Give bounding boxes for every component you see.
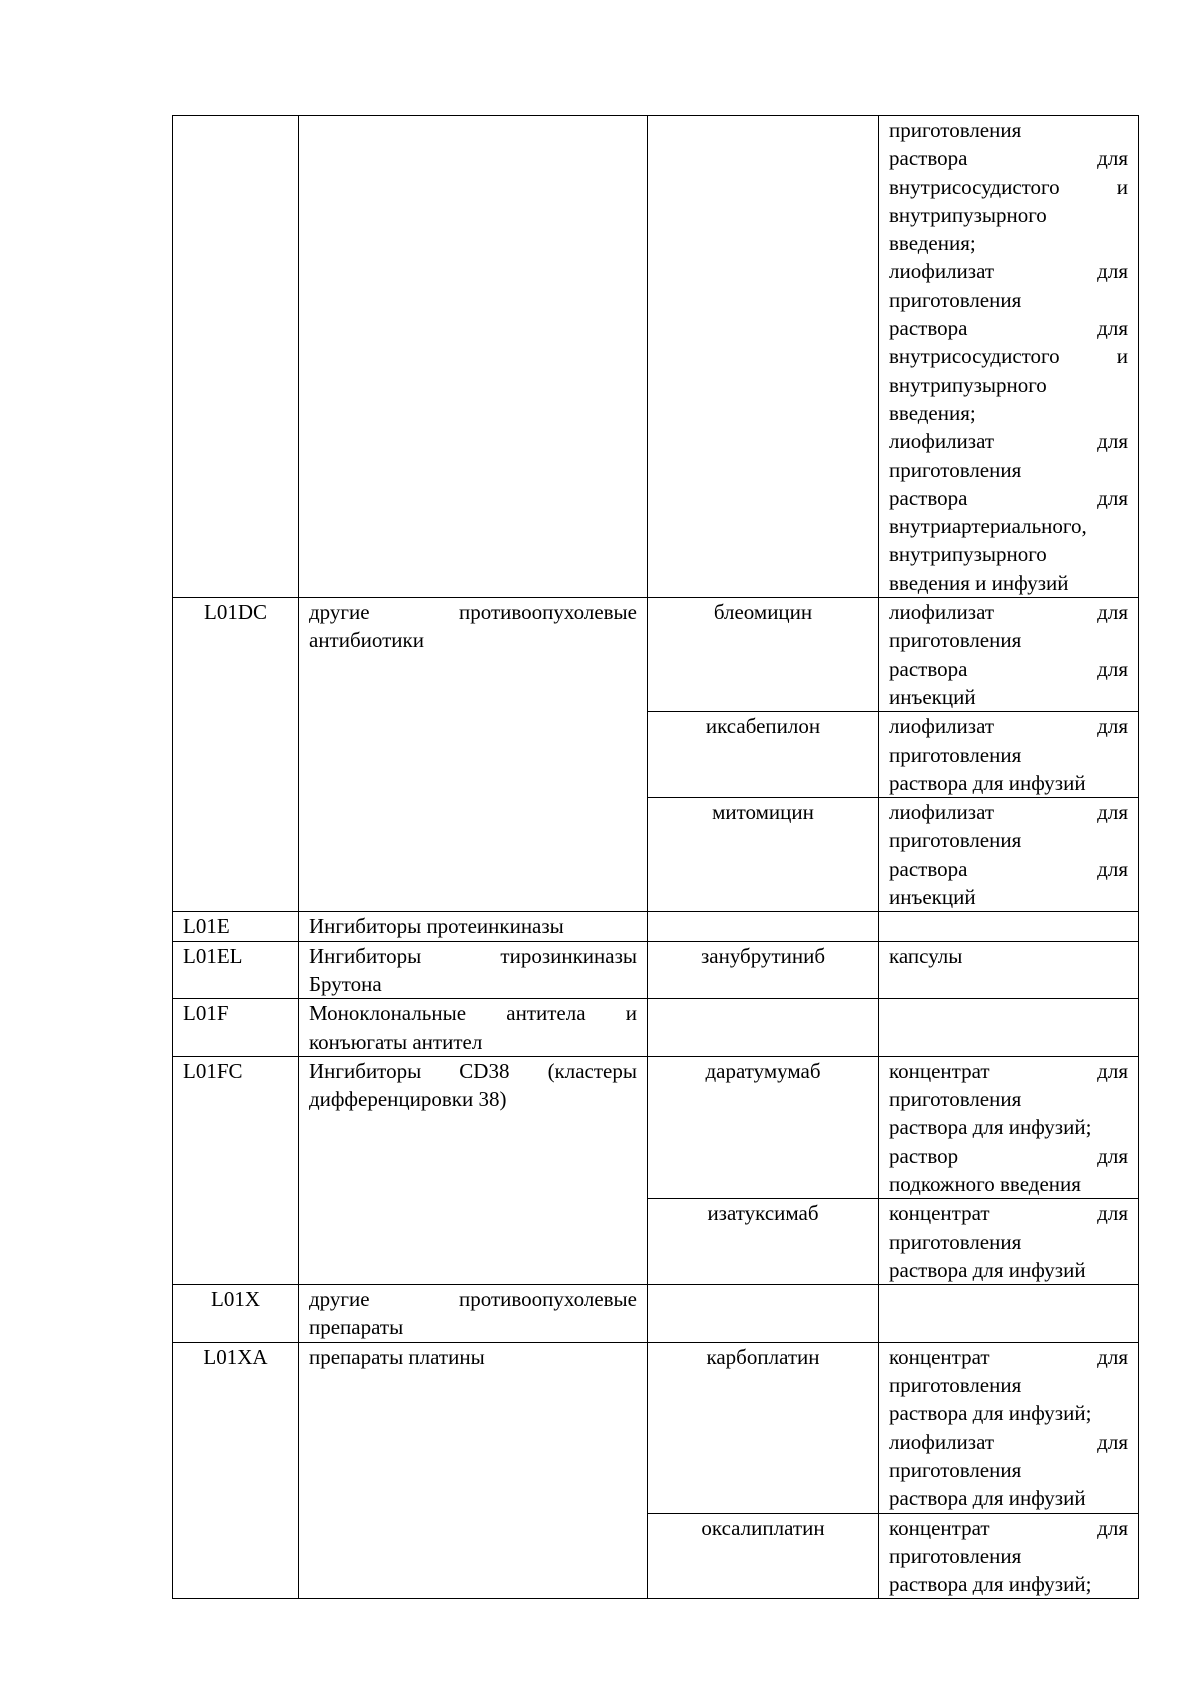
dosage-form-line: приготовления xyxy=(889,1087,1022,1112)
anatomical-therapeutic-group-cell xyxy=(299,1056,648,1284)
dosage-form-cell xyxy=(879,999,1139,1057)
dosage-form-line: раствора для инфузий; xyxy=(889,1115,1092,1140)
group-name-line: Ингибиторы протеинкиназы xyxy=(309,914,564,939)
dosage-form-line: лиофилизат для xyxy=(889,429,1128,454)
drug-name-cell: занубрутиниб xyxy=(648,941,879,999)
group-name-line: другие противоопухолевые xyxy=(309,1287,637,1312)
dosage-form-line: инъекций xyxy=(889,684,976,709)
drug-name-cell: карбоплатин xyxy=(648,1342,879,1513)
group-name-line: конъюгаты антител xyxy=(309,1029,483,1054)
dosage-form-line: приготовления xyxy=(889,457,1022,482)
dosage-form-cell xyxy=(879,912,1139,941)
dosage-form-cell xyxy=(879,941,1139,999)
dosage-form-line: приготовления xyxy=(889,1229,1022,1254)
drug-name-cell: изатуксимаб xyxy=(648,1199,879,1285)
dosage-form-line: приготовления xyxy=(889,1457,1022,1482)
drug-name-cell: блеомицин xyxy=(648,598,879,712)
drug-name-cell: оксалиплатин xyxy=(648,1513,879,1599)
atc-code-cell: L01F xyxy=(173,999,299,1057)
dosage-form-line: лиофилизат для xyxy=(889,714,1128,739)
group-name-line: дифференцировки 38) xyxy=(309,1087,507,1112)
dosage-form-line: лиофилизат для xyxy=(889,259,1128,284)
dosage-form-cell xyxy=(879,712,1139,798)
dosage-form-line: концентрат для xyxy=(889,1344,1128,1369)
dosage-form-line: концентрат для xyxy=(889,1201,1128,1226)
dosage-form-line: раствора для xyxy=(889,146,1128,171)
table-row xyxy=(173,1342,1139,1513)
dosage-form-line: раствора для инфузий xyxy=(889,1257,1086,1282)
dosage-form-line: внутриартериального, xyxy=(889,514,1087,539)
dosage-form-line: капсулы xyxy=(889,943,963,968)
table-row xyxy=(173,912,1139,941)
atc-code-cell: L01E xyxy=(173,912,299,941)
drug-name-cell xyxy=(648,912,879,941)
dosage-form-cell xyxy=(879,798,1139,912)
dosage-form-line: раствора для инфузий; xyxy=(889,1401,1092,1426)
dosage-form-cell xyxy=(879,116,1139,598)
anatomical-therapeutic-group-cell xyxy=(299,912,648,941)
drug-name-cell xyxy=(648,116,879,598)
anatomical-therapeutic-group-cell xyxy=(299,999,648,1057)
table-row xyxy=(173,941,1139,999)
atc-code-cell xyxy=(173,116,299,598)
group-name-line: препараты xyxy=(309,1315,404,1340)
dosage-form-line: лиофилизат для xyxy=(889,1429,1128,1454)
dosage-form-line: приготовления xyxy=(889,118,1022,142)
table-row xyxy=(173,1056,1139,1198)
drug-name-cell: митомицин xyxy=(648,798,879,912)
dosage-form-line: приготовления xyxy=(889,742,1022,767)
dosage-form-cell xyxy=(879,1513,1139,1599)
atc-code-cell: L01EL xyxy=(173,941,299,999)
table-body xyxy=(173,116,1139,1599)
dosage-form-line: внутрисосудистого и xyxy=(889,344,1128,369)
dosage-form-line: введения; xyxy=(889,231,976,256)
drug-name-cell: иксабепилон xyxy=(648,712,879,798)
anatomical-therapeutic-group-cell xyxy=(299,1285,648,1343)
group-name-line: Моноклональные антитела и xyxy=(309,1001,637,1026)
dosage-form-line: приготовления xyxy=(889,287,1022,312)
anatomical-therapeutic-group-cell xyxy=(299,598,648,912)
group-name-line: Ингибиторы CD38 (кластеры xyxy=(309,1058,637,1083)
dosage-form-line: раствор для xyxy=(889,1143,1128,1168)
drug-name-cell xyxy=(648,999,879,1057)
drug-classification-table xyxy=(172,115,1139,1599)
dosage-form-line: приготовления xyxy=(889,628,1022,653)
group-name-line: препараты платины xyxy=(309,1344,485,1369)
dosage-form-line: приготовления xyxy=(889,1373,1022,1398)
dosage-form-line: раствора для инфузий xyxy=(889,1486,1086,1511)
dosage-form-line: лиофилизат для xyxy=(889,600,1128,625)
dosage-form-line: концентрат для xyxy=(889,1515,1128,1540)
group-name-line: антибиотики xyxy=(309,628,424,653)
group-name-line: другие противоопухолевые xyxy=(309,600,637,625)
atc-code-cell: L01DC xyxy=(173,598,299,912)
group-name-line: Ингибиторы тирозинкиназы xyxy=(309,943,637,968)
dosage-form-line: концентрат для xyxy=(889,1058,1128,1083)
group-name-line: Брутона xyxy=(309,971,382,996)
dosage-form-cell xyxy=(879,1056,1139,1198)
table-row xyxy=(173,999,1139,1057)
dosage-form-cell xyxy=(879,1199,1139,1285)
dosage-form-line: лиофилизат для xyxy=(889,800,1128,825)
dosage-form-line: внутрипузырного xyxy=(889,542,1047,567)
dosage-form-cell xyxy=(879,598,1139,712)
dosage-form-line: введения; xyxy=(889,400,976,425)
atc-code-cell: L01FC xyxy=(173,1056,299,1284)
dosage-form-line: приготовления xyxy=(889,1543,1022,1568)
dosage-form-line: раствора для xyxy=(889,656,1128,681)
anatomical-therapeutic-group-cell xyxy=(299,116,648,598)
dosage-form-line: приготовления xyxy=(889,828,1022,853)
dosage-form-line: внутрипузырного xyxy=(889,372,1047,397)
atc-code-cell: L01X xyxy=(173,1285,299,1343)
anatomical-therapeutic-group-cell xyxy=(299,1342,648,1599)
drug-name-cell xyxy=(648,1285,879,1343)
dosage-form-line: инъекций xyxy=(889,885,976,910)
dosage-form-line: введения и инфузий xyxy=(889,570,1069,595)
dosage-form-line: раствора для инфузий xyxy=(889,770,1086,795)
table-row xyxy=(173,116,1139,598)
drug-name-cell: даратумумаб xyxy=(648,1056,879,1198)
dosage-form-line: внутрипузырного xyxy=(889,202,1047,227)
dosage-form-line: раствора для xyxy=(889,316,1128,341)
dosage-form-line: внутрисосудистого и xyxy=(889,174,1128,199)
table-row xyxy=(173,598,1139,712)
atc-code-cell: L01XA xyxy=(173,1342,299,1599)
dosage-form-cell xyxy=(879,1342,1139,1513)
dosage-form-line: раствора для инфузий; xyxy=(889,1572,1092,1597)
dosage-form-line: раствора для xyxy=(889,856,1128,881)
dosage-form-line: раствора для xyxy=(889,485,1128,510)
dosage-form-cell xyxy=(879,1285,1139,1343)
anatomical-therapeutic-group-cell xyxy=(299,941,648,999)
dosage-form-line: подкожного введения xyxy=(889,1171,1081,1196)
table-row xyxy=(173,1285,1139,1343)
